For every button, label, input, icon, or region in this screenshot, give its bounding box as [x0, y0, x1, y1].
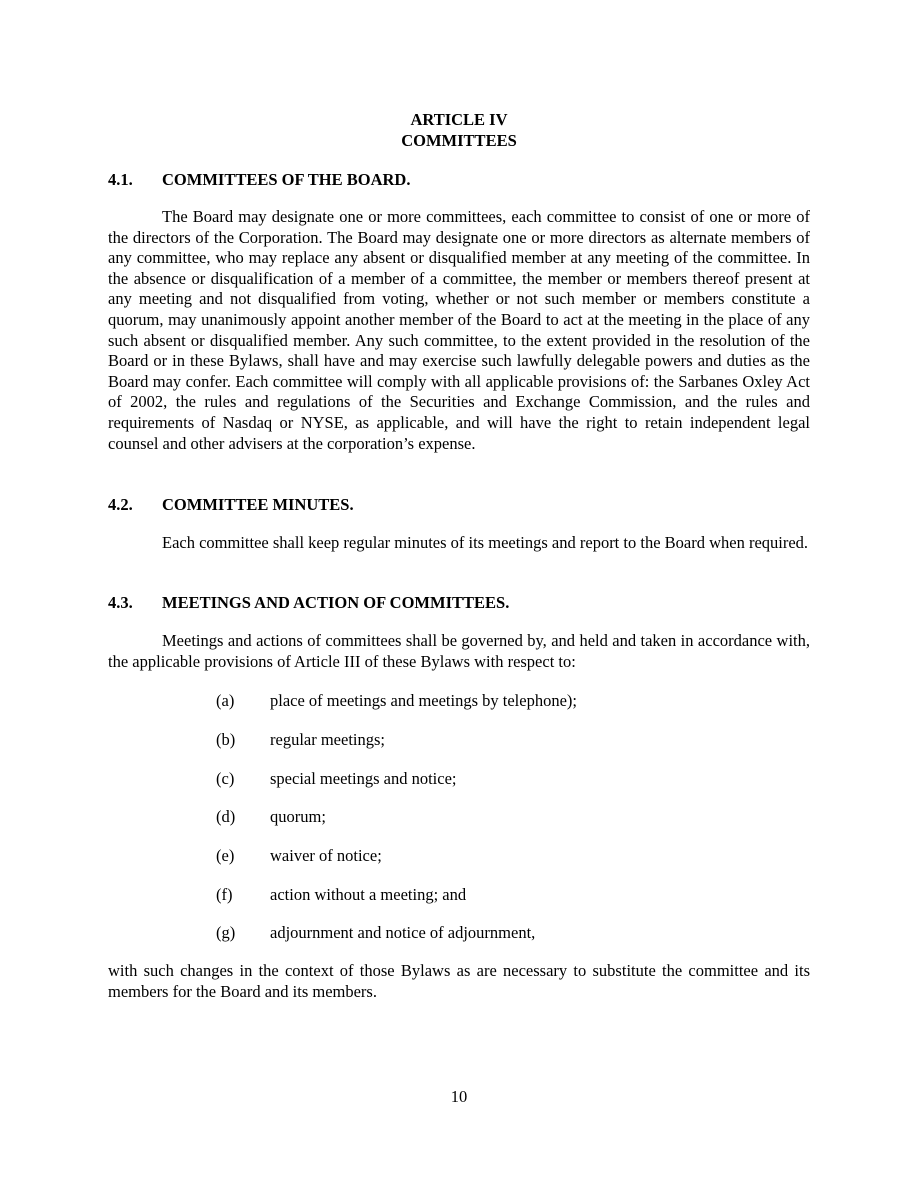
list-item-label: (b)	[216, 730, 236, 749]
list-item-text: adjournment and notice of adjournment,	[270, 923, 536, 942]
list-item-text: waiver of notice;	[270, 846, 382, 865]
section-heading-4-2	[108, 494, 354, 515]
section-body-4-3: Meetings and actions of committees shall be governed by, and held and taken in accordance with, the applicable provisions of Article III of these Bylaws with respect to:	[108, 631, 810, 671]
list-item-label: (d)	[216, 807, 236, 826]
section-number: 4.2.	[108, 495, 133, 514]
section-title: COMMITTEE MINUTES.	[162, 495, 354, 514]
section-body-4-1: The Board may designate one or more committees, each committee to consist of one or more of the directors of the Corporation. The Board may designate one or more directors as alternate members of any committee, who may replace any absent or disqualified member at any meeting of the committee. In the absence or disqualification of a member of a committee, the member or members thereof present at any meeting and not disqualified from voting, whether or not such member or members constitute a quorum, may unanimously appoint another member of the Board to act at the meeting in the place of any such absent or disqualified member. Any such committee, to the extent provided in the resolution of the Board or in these Bylaws, shall have and may exercise such lawfully delegable powers and duties as the Board may confer. Each committee will comply with all applicable provisions of: the Sarbanes Oxley Act of 2002, the rules and regulations of the Securities and Exchange Commission, and the rules and requirements of Nasdaq or NYSE, as applicable, and will have the right to retain independent legal counsel and other advisers at the corporation’s expense.	[108, 207, 810, 453]
list-item-text: quorum;	[270, 807, 326, 826]
article-title: COMMITTEES	[401, 131, 517, 150]
list-item	[216, 922, 535, 943]
list-item-text: place of meetings and meetings by telephone);	[270, 691, 577, 710]
section-body-4-2: Each committee shall keep regular minutes of its meetings and report to the Board when required.	[162, 533, 809, 552]
list-item-text: action without a meeting; and	[270, 885, 467, 904]
list-item-label: (c)	[216, 769, 235, 788]
list-item	[216, 806, 326, 827]
list-item	[216, 768, 456, 789]
list-item-label: (a)	[216, 691, 235, 710]
page-number: 10	[450, 1087, 468, 1106]
section-title: MEETINGS AND ACTION OF COMMITTEES.	[162, 593, 510, 612]
article-number: ARTICLE IV	[410, 110, 508, 129]
section-number: 4.1.	[108, 170, 133, 189]
list-item	[216, 690, 577, 711]
section-heading-4-1	[108, 169, 410, 190]
list-item	[216, 845, 382, 866]
list-item-label: (e)	[216, 846, 235, 865]
list-item-label: (f)	[216, 885, 233, 904]
section-heading-4-3	[108, 592, 509, 613]
list-item	[216, 884, 466, 905]
list-item-text: regular meetings;	[270, 730, 386, 749]
section-number: 4.3.	[108, 593, 133, 612]
list-item	[216, 729, 385, 750]
list-item-label: (g)	[216, 923, 236, 942]
section-title: COMMITTEES OF THE BOARD.	[162, 170, 411, 189]
list-item-text: special meetings and notice;	[270, 769, 457, 788]
section-closing-4-3: with such changes in the context of those Bylaws as are necessary to substitute the committee and its members for the Board and its members.	[108, 961, 810, 1001]
